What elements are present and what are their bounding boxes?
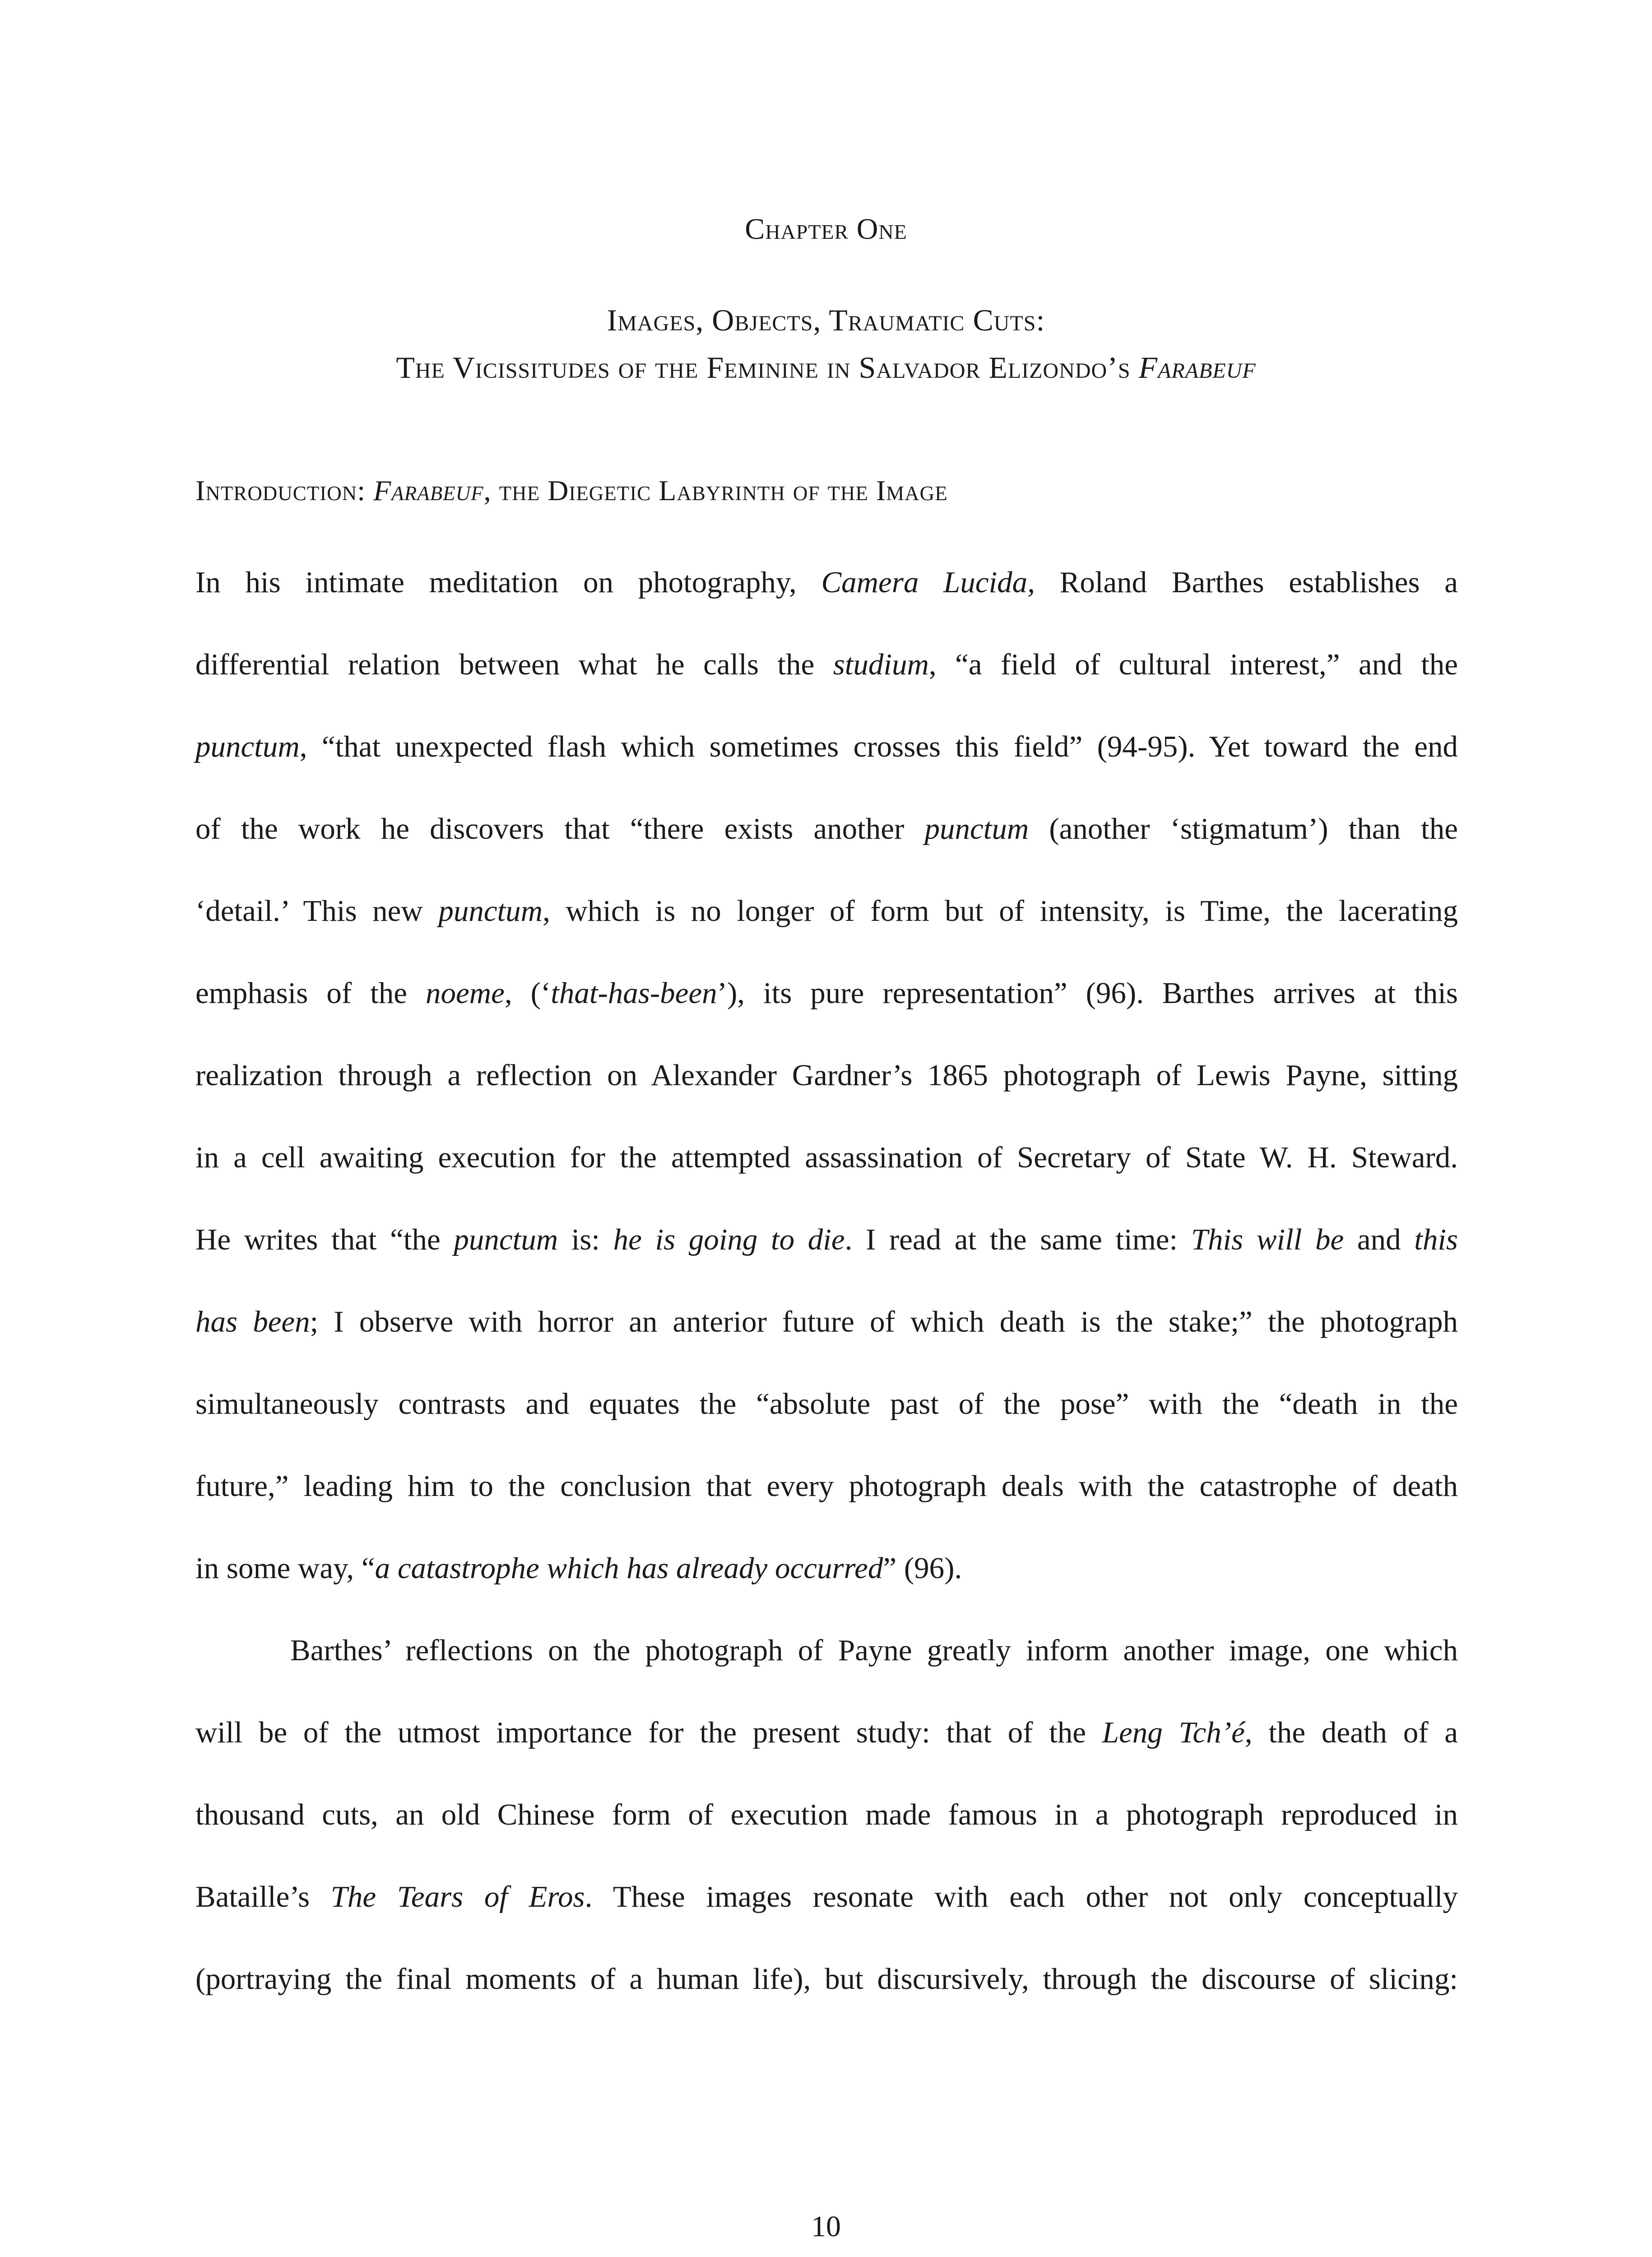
text-run: (another ‘stigmatum’) than the bbox=[1029, 812, 1458, 845]
section-heading-pre: Introduction: bbox=[195, 474, 374, 506]
italic-run: this bbox=[1414, 1223, 1458, 1256]
italic-run: studium bbox=[833, 648, 929, 681]
text-run: of the work he discovers that “there exists another bbox=[195, 812, 925, 845]
body-line-7: realization through a reflection on Alexander Gardner’s 1865 photograph of Lewis Payne, sitting bbox=[195, 1059, 1458, 1092]
italic-run: has been bbox=[195, 1305, 310, 1338]
chapter-label: Chapter One bbox=[745, 213, 907, 246]
italic-run: This will be bbox=[1191, 1223, 1344, 1256]
italic-run: punctum bbox=[195, 730, 300, 763]
section-heading-post: , the Diegetic Labyrinth of the Image bbox=[483, 474, 948, 506]
text-run: in some way, “ bbox=[195, 1551, 375, 1585]
body-line-13 bbox=[195, 1548, 1458, 1588]
chapter-title-line-2 bbox=[0, 350, 1652, 385]
italic-run: he is going to die bbox=[613, 1223, 845, 1256]
text-run: Roland Barthes establishes a bbox=[1035, 566, 1458, 599]
italic-run: punctum bbox=[454, 1223, 558, 1256]
chapter-title-line-2-text: The Vicissitudes of the Feminine in Salvador Elizondo’s bbox=[396, 350, 1139, 385]
text-run: , (‘ bbox=[504, 976, 551, 1010]
italic-run: a catastrophe which has already occurred bbox=[375, 1551, 883, 1585]
page-number: 10 bbox=[811, 2210, 841, 2243]
body-line-5 bbox=[195, 891, 1458, 931]
text-run: , which is no longer of form but of intensity, is Time, the lacerating bbox=[543, 894, 1458, 928]
text-run: . These images resonate with each other not only conceptually bbox=[585, 1880, 1458, 1913]
body-line-6 bbox=[195, 973, 1458, 1013]
italic-run: punctum bbox=[924, 812, 1029, 845]
text-run: emphasis of the bbox=[195, 976, 426, 1010]
text-run: He writes that “the bbox=[195, 1223, 454, 1256]
body-line-15 bbox=[195, 1712, 1458, 1753]
italic-run: Leng Tch’é bbox=[1102, 1716, 1245, 1749]
chapter-title-book-title: Farabeuf bbox=[1138, 350, 1256, 385]
body-line-2 bbox=[195, 644, 1458, 685]
text-run: , “that unexpected flash which sometimes crosses this field” (94-95). Yet toward the end bbox=[299, 730, 1458, 763]
body-line-4 bbox=[195, 808, 1458, 849]
text-run: ‘detail.’ This new bbox=[195, 894, 439, 928]
italic-run: punctum bbox=[438, 894, 543, 928]
text-run: differential relation between what he calls the bbox=[195, 648, 833, 681]
section-heading bbox=[195, 474, 948, 507]
body-line-12: future,” leading him to the conclusion that every photograph deals with the catastrophe of death bbox=[195, 1469, 1458, 1503]
text-run: , “a field of cultural interest,” and the bbox=[928, 648, 1458, 681]
italic-run: that-has-been bbox=[551, 976, 717, 1010]
text-run: ” (96). bbox=[883, 1551, 962, 1585]
body-line-1 bbox=[195, 562, 1458, 603]
chapter-title-line-1: Images, Objects, Traumatic Cuts: bbox=[607, 303, 1045, 337]
text-run: ’), its pure representation” (96). Barthes arrives at this bbox=[717, 976, 1458, 1010]
body-line-17 bbox=[195, 1876, 1458, 1917]
body-line-14: Barthes’ reflections on the photograph of Payne greatly inform another image, one which bbox=[290, 1634, 1458, 1667]
italic-run: The Tears of Eros bbox=[330, 1880, 585, 1913]
body-line-11: simultaneously contrasts and equates the “absolute past of the pose” with the “death in the bbox=[195, 1387, 1458, 1421]
italic-run: Camera Lucida, bbox=[821, 566, 1035, 599]
text-run: . I read at the same time: bbox=[845, 1223, 1191, 1256]
section-heading-book-title: Farabeuf bbox=[373, 474, 484, 506]
text-run: will be of the utmost importance for the present study: that of the bbox=[195, 1716, 1102, 1749]
body-line-18: (portraying the final moments of a human life), but discursively, through the discourse of slicing: bbox=[195, 1962, 1458, 1996]
body-line-9 bbox=[195, 1219, 1458, 1260]
body-line-16: thousand cuts, an old Chinese form of execution made famous in a photograph reproduced in bbox=[195, 1798, 1458, 1831]
body-line-10 bbox=[195, 1301, 1458, 1342]
text-run: is: bbox=[558, 1223, 613, 1256]
text-run: ; I observe with horror an anterior future of which death is the stake;” the photograph bbox=[310, 1305, 1458, 1338]
italic-run: noeme bbox=[426, 976, 505, 1010]
body-line-3 bbox=[195, 726, 1458, 767]
text-run: Bataille’s bbox=[195, 1880, 331, 1913]
text-run: , the death of a bbox=[1244, 1716, 1458, 1749]
text-run: and bbox=[1344, 1223, 1415, 1256]
body-line-8: in a cell awaiting execution for the attempted assassination of Secretary of State W. H. Steward. bbox=[195, 1141, 1458, 1174]
text-run: In his intimate meditation on photography, bbox=[195, 566, 821, 599]
